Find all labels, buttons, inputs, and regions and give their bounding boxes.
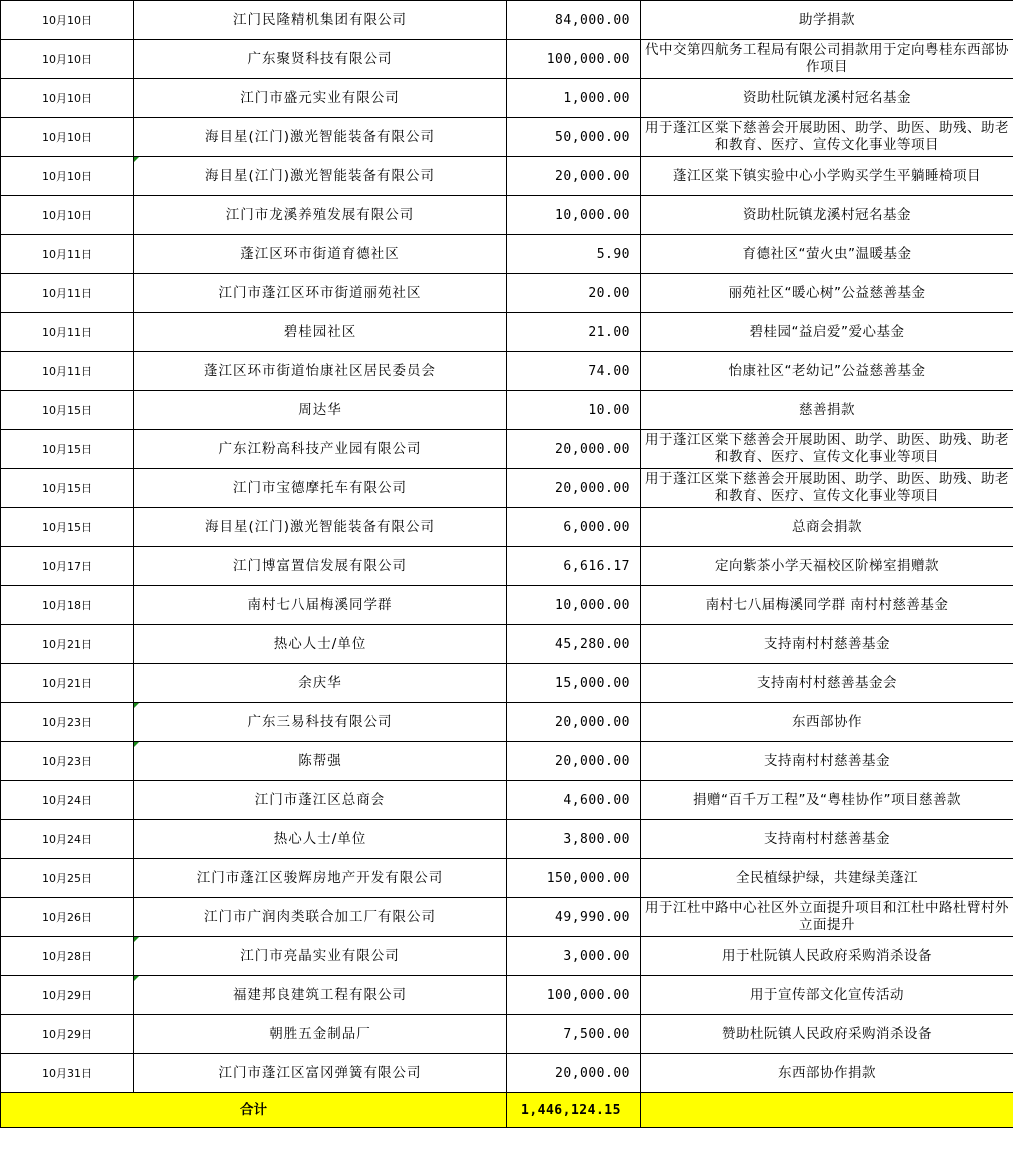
donor-cell: 江门市蓬江区总商会	[134, 781, 507, 820]
table-body	[1, 1, 1013, 1093]
donor-cell: 余庆华	[134, 664, 507, 703]
table-row	[1, 196, 1013, 235]
table-row	[1, 469, 1013, 508]
amount-cell: 21.00	[507, 313, 641, 352]
amount-cell: 1,000.00	[507, 79, 641, 118]
table-row	[1, 391, 1013, 430]
date-cell: 10月31日	[1, 1054, 134, 1093]
purpose-cell: 用于杜阮镇人民政府采购消杀设备	[641, 937, 1013, 976]
purpose-cell: 用于江杜中路中心社区外立面提升项目和江杜中路杜臂村外立面提升	[641, 898, 1013, 937]
purpose-cell: 用于宣传部文化宣传活动	[641, 976, 1013, 1015]
purpose-cell: 丽苑社区“暖心树”公益慈善基金	[641, 274, 1013, 313]
table-row	[1, 664, 1013, 703]
purpose-cell: 慈善捐款	[641, 391, 1013, 430]
donor-cell: 碧桂园社区	[134, 313, 507, 352]
amount-cell: 45,280.00	[507, 625, 641, 664]
donor-cell: 江门市蓬江区骏辉房地产开发有限公司	[134, 859, 507, 898]
amount-cell: 84,000.00	[507, 1, 641, 40]
date-cell: 10月25日	[1, 859, 134, 898]
purpose-cell: 东西部协作	[641, 703, 1013, 742]
purpose-cell: 定向紫茶小学天福校区阶梯室捐赠款	[641, 547, 1013, 586]
amount-cell: 10.00	[507, 391, 641, 430]
purpose-cell: 全民植绿护绿，共建绿美蓬江	[641, 859, 1013, 898]
donor-cell: 福建邦良建筑工程有限公司	[134, 976, 507, 1015]
donor-cell: 江门博富置信发展有限公司	[134, 547, 507, 586]
donor-cell: 海目星(江门)激光智能装备有限公司	[134, 157, 507, 196]
date-cell: 10月10日	[1, 79, 134, 118]
table-row	[1, 79, 1013, 118]
table-row	[1, 586, 1013, 625]
table-row	[1, 235, 1013, 274]
table-row	[1, 508, 1013, 547]
amount-cell: 4,600.00	[507, 781, 641, 820]
purpose-cell: 东西部协作捐款	[641, 1054, 1013, 1093]
amount-cell: 10,000.00	[507, 586, 641, 625]
total-note	[641, 1093, 1013, 1128]
donor-cell: 热心人士/单位	[134, 820, 507, 859]
donor-cell: 朝胜五金制品厂	[134, 1015, 507, 1054]
table-row	[1, 742, 1013, 781]
donor-cell: 陈帮强	[134, 742, 507, 781]
purpose-cell: 用于蓬江区棠下慈善会开展助困、助学、助医、助残、助老和教育、医疗、宣传文化事业等项目	[641, 430, 1013, 469]
donor-cell: 热心人士/单位	[134, 625, 507, 664]
amount-cell: 50,000.00	[507, 118, 641, 157]
date-cell: 10月11日	[1, 274, 134, 313]
amount-cell: 20,000.00	[507, 703, 641, 742]
donor-cell: 海目星(江门)激光智能装备有限公司	[134, 118, 507, 157]
amount-cell: 150,000.00	[507, 859, 641, 898]
date-cell: 10月28日	[1, 937, 134, 976]
date-cell: 10月10日	[1, 196, 134, 235]
date-cell: 10月23日	[1, 703, 134, 742]
table-row	[1, 547, 1013, 586]
donor-cell: 广东聚贤科技有限公司	[134, 40, 507, 79]
donor-cell: 江门市盛元实业有限公司	[134, 79, 507, 118]
date-cell: 10月15日	[1, 508, 134, 547]
purpose-cell: 资助杜阮镇龙溪村冠名基金	[641, 79, 1013, 118]
donor-cell: 广东三易科技有限公司	[134, 703, 507, 742]
amount-cell: 10,000.00	[507, 196, 641, 235]
date-cell: 10月17日	[1, 547, 134, 586]
table-row	[1, 118, 1013, 157]
table-row	[1, 898, 1013, 937]
amount-cell: 6,000.00	[507, 508, 641, 547]
table-row	[1, 274, 1013, 313]
amount-cell: 20,000.00	[507, 157, 641, 196]
purpose-cell: 碧桂园“益启爱”爱心基金	[641, 313, 1013, 352]
date-cell: 10月24日	[1, 781, 134, 820]
amount-cell: 100,000.00	[507, 976, 641, 1015]
table-row	[1, 859, 1013, 898]
date-cell: 10月10日	[1, 157, 134, 196]
purpose-cell: 代中交第四航务工程局有限公司捐款用于定向粤桂东西部协作项目	[641, 40, 1013, 79]
amount-cell: 15,000.00	[507, 664, 641, 703]
purpose-cell: 支持南村村慈善基金会	[641, 664, 1013, 703]
donor-cell: 江门市蓬江区环市街道丽苑社区	[134, 274, 507, 313]
table-row	[1, 430, 1013, 469]
amount-cell: 74.00	[507, 352, 641, 391]
purpose-cell: 助学捐款	[641, 1, 1013, 40]
amount-cell: 100,000.00	[507, 40, 641, 79]
total-row	[1, 1093, 1013, 1128]
date-cell: 10月23日	[1, 742, 134, 781]
amount-cell: 3,800.00	[507, 820, 641, 859]
donor-cell: 海目星(江门)激光智能装备有限公司	[134, 508, 507, 547]
purpose-cell: 捐赠“百千万工程”及“粤桂协作”项目慈善款	[641, 781, 1013, 820]
date-cell: 10月11日	[1, 313, 134, 352]
amount-cell: 20,000.00	[507, 430, 641, 469]
purpose-cell: 资助杜阮镇龙溪村冠名基金	[641, 196, 1013, 235]
date-cell: 10月21日	[1, 664, 134, 703]
purpose-cell: 赞助杜阮镇人民政府采购消杀设备	[641, 1015, 1013, 1054]
amount-cell: 20,000.00	[507, 742, 641, 781]
purpose-cell: 育德社区“萤火虫”温暖基金	[641, 235, 1013, 274]
donor-cell: 江门市广润肉类联合加工厂有限公司	[134, 898, 507, 937]
donor-cell: 蓬江区环市街道怡康社区居民委员会	[134, 352, 507, 391]
table-row	[1, 40, 1013, 79]
table-row	[1, 157, 1013, 196]
table-row	[1, 703, 1013, 742]
donor-cell: 江门民隆精机集团有限公司	[134, 1, 507, 40]
date-cell: 10月15日	[1, 430, 134, 469]
table-row	[1, 937, 1013, 976]
table-row	[1, 1054, 1013, 1093]
date-cell: 10月11日	[1, 352, 134, 391]
donor-cell: 蓬江区环市街道育德社区	[134, 235, 507, 274]
date-cell: 10月29日	[1, 1015, 134, 1054]
date-cell: 10月15日	[1, 469, 134, 508]
amount-cell: 49,990.00	[507, 898, 641, 937]
table-row	[1, 820, 1013, 859]
donor-cell: 南村七八届梅溪同学群	[134, 586, 507, 625]
amount-cell: 20,000.00	[507, 469, 641, 508]
purpose-cell: 用于蓬江区棠下慈善会开展助困、助学、助医、助残、助老和教育、医疗、宣传文化事业等项目	[641, 118, 1013, 157]
date-cell: 10月29日	[1, 976, 134, 1015]
date-cell: 10月18日	[1, 586, 134, 625]
donor-cell: 江门市亮晶实业有限公司	[134, 937, 507, 976]
date-cell: 10月11日	[1, 235, 134, 274]
date-cell: 10月15日	[1, 391, 134, 430]
table-row	[1, 625, 1013, 664]
amount-cell: 5.90	[507, 235, 641, 274]
donor-cell: 江门市蓬江区富冈弹簧有限公司	[134, 1054, 507, 1093]
date-cell: 10月10日	[1, 118, 134, 157]
date-cell: 10月10日	[1, 1, 134, 40]
donor-cell: 江门市宝德摩托车有限公司	[134, 469, 507, 508]
purpose-cell: 南村七八届梅溪同学群 南村村慈善基金	[641, 586, 1013, 625]
table-row	[1, 1, 1013, 40]
donor-cell: 江门市龙溪养殖发展有限公司	[134, 196, 507, 235]
total-label: 合计	[1, 1093, 507, 1128]
purpose-cell: 怡康社区“老幼记”公益慈善基金	[641, 352, 1013, 391]
donor-cell: 周达华	[134, 391, 507, 430]
purpose-cell: 支持南村村慈善基金	[641, 742, 1013, 781]
amount-cell: 7,500.00	[507, 1015, 641, 1054]
date-cell: 10月26日	[1, 898, 134, 937]
donor-cell: 广东江粉高科技产业园有限公司	[134, 430, 507, 469]
purpose-cell: 总商会捐款	[641, 508, 1013, 547]
date-cell: 10月10日	[1, 40, 134, 79]
date-cell: 10月21日	[1, 625, 134, 664]
amount-cell: 3,000.00	[507, 937, 641, 976]
amount-cell: 20,000.00	[507, 1054, 641, 1093]
purpose-cell: 支持南村村慈善基金	[641, 625, 1013, 664]
amount-cell: 6,616.17	[507, 547, 641, 586]
table-row	[1, 352, 1013, 391]
amount-cell: 20.00	[507, 274, 641, 313]
total-amount: 1,446,124.15	[507, 1093, 641, 1128]
table-row	[1, 781, 1013, 820]
purpose-cell: 蓬江区棠下镇实验中心小学购买学生平躺睡椅项目	[641, 157, 1013, 196]
date-cell: 10月24日	[1, 820, 134, 859]
table-row	[1, 1015, 1013, 1054]
table-row	[1, 313, 1013, 352]
purpose-cell: 用于蓬江区棠下慈善会开展助困、助学、助医、助残、助老和教育、医疗、宣传文化事业等项目	[641, 469, 1013, 508]
table-row	[1, 976, 1013, 1015]
purpose-cell: 支持南村村慈善基金	[641, 820, 1013, 859]
